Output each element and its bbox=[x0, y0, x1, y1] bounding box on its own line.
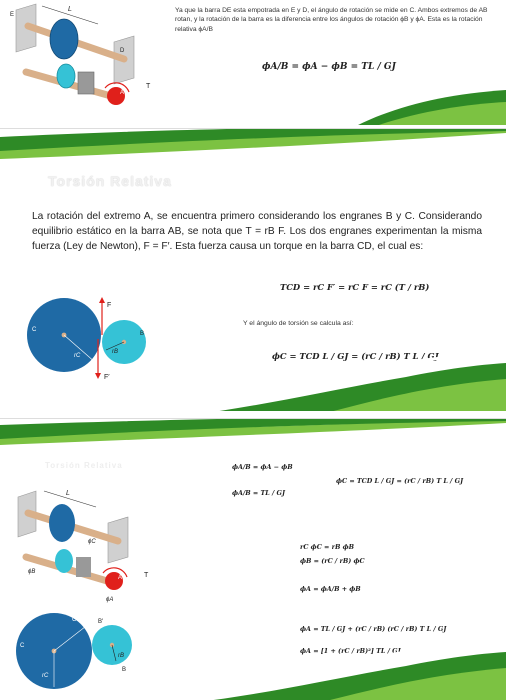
label-rc: rC bbox=[42, 673, 49, 679]
label-phi-b: ϕB bbox=[28, 569, 36, 575]
slide3-eq-phi-b: ϕB = (rC / rB) ϕC bbox=[300, 557, 365, 565]
label-l: L bbox=[68, 6, 72, 13]
slide2-footer-wave bbox=[206, 343, 506, 411]
label-c-prime: C′ bbox=[72, 617, 78, 623]
label-f: F bbox=[107, 302, 112, 309]
label-t: T bbox=[144, 572, 149, 579]
label-a: A bbox=[118, 575, 123, 581]
slide3-eq-phi-a-expanded: ϕA = TL / GJ + (rC / rB) (rC / rB) T L / GJ bbox=[300, 625, 447, 633]
slide3-footer-wave bbox=[206, 626, 506, 700]
slide3-eq-phi-c: ϕC = TCD L / GJ = (rC / rB) T L / GJ bbox=[336, 477, 464, 485]
label-l: L bbox=[66, 490, 70, 497]
dimension-line bbox=[44, 491, 96, 507]
slide1-green-wave bbox=[356, 86, 506, 125]
slide2-note: Y el ángulo de torsión se calcula así: bbox=[243, 320, 354, 327]
label-e: E bbox=[10, 12, 15, 18]
gear-b bbox=[57, 64, 75, 88]
label-c: C bbox=[32, 327, 37, 333]
gear-c bbox=[49, 504, 75, 542]
slide3-shaft-diagram bbox=[4, 477, 164, 607]
label-phi-c: ϕC bbox=[88, 539, 96, 545]
slide-2 bbox=[0, 128, 506, 411]
slide2-paragraph: La rotación del extremo A, se encuentra primero considerando los engranes B y C. Considerando equilibrio estático en la barra AB, se nota que T = rB F. Los dos engranes experimentan la misma fuerza (Ley de Newton), F = F′. Esta fuerza causa un torque en la barra CD, el cual es: bbox=[32, 211, 482, 253]
label-rc: rC bbox=[74, 353, 81, 359]
label-rb: rB bbox=[118, 653, 124, 659]
label-a: A bbox=[120, 90, 125, 96]
label-t: T bbox=[146, 83, 151, 90]
label-phi-a: ϕA bbox=[106, 597, 114, 603]
slide3-eq-relative-2: ϕA/B = TL / GJ bbox=[232, 489, 286, 497]
label-d: D bbox=[120, 48, 125, 54]
gear-pair-diagram bbox=[26, 295, 156, 405]
slide-1 bbox=[0, 0, 506, 125]
gear-c bbox=[50, 19, 78, 59]
slide2-equation-angle: ϕC = TCD L / GJ = (rC / rB) T L / GJ bbox=[272, 351, 439, 361]
label-rb: rB bbox=[112, 349, 118, 355]
label-b-prime: B′ bbox=[98, 619, 104, 625]
label-b: B bbox=[122, 667, 127, 673]
slide3-header-wave bbox=[0, 419, 506, 459]
slide3-eq-relative-1: ϕA/B = ϕA − ϕB bbox=[232, 463, 293, 471]
label-b: B bbox=[140, 331, 145, 337]
slide3-eq-phi-a-final: ϕA = [1 + (rC / rB)²] TL / GJ bbox=[300, 647, 401, 655]
slide3-eq-gear-ratio: rC ϕC = rB ϕB bbox=[300, 543, 354, 551]
label-c: C bbox=[20, 643, 25, 649]
bearing bbox=[78, 72, 94, 94]
slide2-title: Torsión Relativa bbox=[48, 173, 172, 189]
slide2-equation-torque: TCD = rC F′ = rC F = rC (T / rB) bbox=[280, 282, 430, 292]
gear-b bbox=[55, 549, 73, 573]
slide1-equation: ϕA/B = ϕA − ϕB = TL / GJ bbox=[262, 62, 396, 72]
slide1-paragraph: Ya que la barra DE esta empotrada en E y D, el ángulo de rotación se mide en C. Ambos extremos de AB rotan, y la rotación de la barra es la diferencia entre los ángulos de rotación ϕB y ϕA. Esta es la rotación relativa ϕA/B bbox=[175, 7, 488, 33]
label-f-prime: F′ bbox=[104, 374, 110, 381]
bearing bbox=[76, 557, 91, 577]
slide3-gear-pair bbox=[16, 609, 136, 700]
slide3-title: Torsión Relativa bbox=[45, 461, 123, 470]
force-f-head bbox=[99, 297, 105, 303]
shaft-assembly-diagram bbox=[6, 2, 166, 122]
force-fp-head bbox=[95, 373, 101, 379]
slide-3 bbox=[0, 418, 506, 700]
slide3-eq-phi-a-sum: ϕA = ϕA/B + ϕB bbox=[300, 585, 361, 593]
slide2-header-wave bbox=[0, 129, 506, 179]
